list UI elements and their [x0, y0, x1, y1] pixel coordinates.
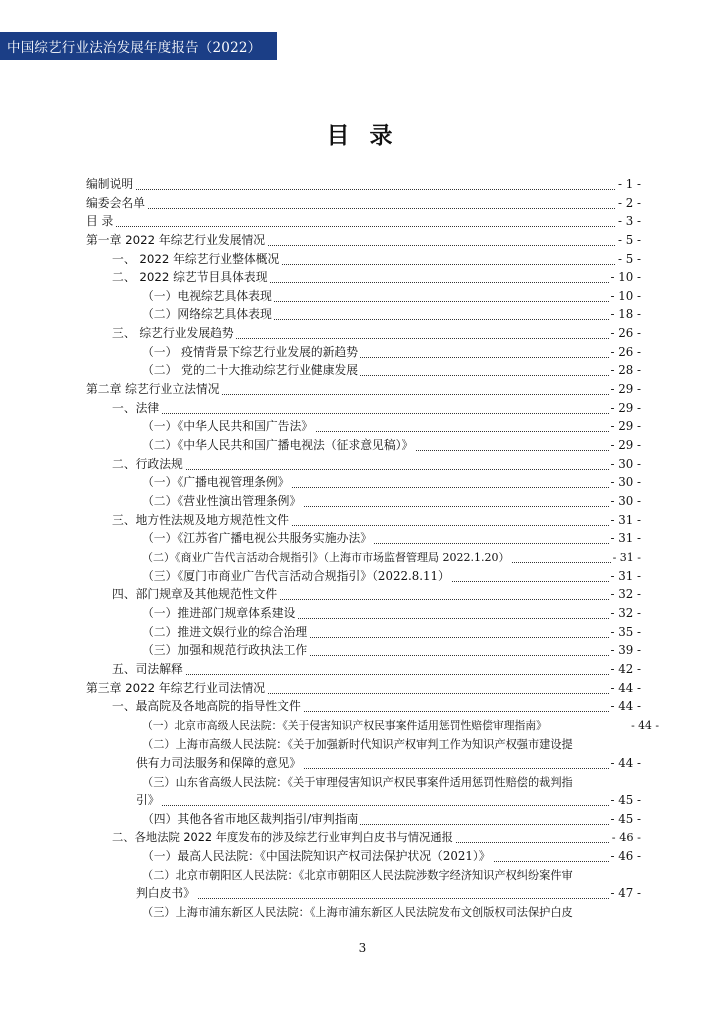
page-title: 目 录 [326, 122, 399, 149]
toc-entry[interactable]: 第二章 综艺行业立法情况 - 29 - [86, 382, 641, 396]
toc-entry[interactable]: 编制说明 - 1 - [86, 177, 641, 191]
toc-entry[interactable]: （四）其他各省市地区裁判指引/审判指南 - 45 - [142, 812, 641, 826]
toc-entry[interactable]: 编委会名单 - 2 - [86, 196, 641, 210]
toc-entry[interactable]: 二、 2022 综艺节目具体表现 - 10 - [112, 270, 641, 284]
toc-entry[interactable]: （三）山东省高级人民法院：《关于审理侵害知识产权民事案件适用惩罚性赔偿的裁判指 [142, 776, 573, 789]
toc-entry[interactable]: （三）上海市浦东新区人民法院：《上海市浦东新区人民法院发布文创版权司法保护白皮 [142, 906, 573, 919]
toc-entry[interactable]: （一）电视综艺具体表现 - 10 - [142, 289, 641, 303]
toc-entry[interactable]: 二、行政法规 - 30 - [112, 457, 641, 471]
toc-entry[interactable]: 目 录 - 3 - [86, 214, 641, 228]
toc-entry[interactable]: （二） 党的二十大推动综艺行业健康发展 - 28 - [142, 363, 641, 377]
header-title: 中国综艺行业法治发展年度报告（2022） [7, 40, 262, 56]
toc-entry[interactable]: （一）推进部门规章体系建设 - 32 - [142, 606, 641, 620]
toc-entry[interactable]: （二）《商业广告代言活动合规指引》（上海市市场监督管理局 2022.1.20） - 31 - [142, 551, 641, 564]
toc-entry[interactable]: （二）网络综艺具体表现 - 18 - [142, 307, 641, 321]
toc-entry[interactable]: 第一章 2022 年综艺行业发展情况 - 5 - [86, 233, 641, 247]
toc-entry[interactable]: 供有力司法服务和保障的意见》 - 44 - [136, 756, 641, 770]
toc-entry[interactable]: （一）最高人民法院：《中国法院知识产权司法保护状况（2021）》 - 46 - [142, 849, 641, 863]
toc-entry[interactable]: 三、地方性法规及地方规范性文件 - 31 - [112, 513, 641, 527]
toc-entry[interactable]: 五、司法解释 - 42 - [112, 662, 641, 676]
toc-entry[interactable]: 三、 综艺行业发展趋势 - 26 - [112, 326, 641, 340]
toc-entry[interactable]: （一）《江苏省广播电视公共服务实施办法》 - 31 - [142, 531, 641, 545]
toc-entry[interactable]: （一）《广播电视管理条例》 - 30 - [142, 475, 641, 489]
toc-entry[interactable]: 第三章 2022 年综艺行业司法情况 - 44 - [86, 681, 641, 695]
page-number: 3 [358, 941, 367, 955]
toc-entry[interactable]: （一）北京市高级人民法院：《关于侵害知识产权民事案件适用惩罚性赔偿审理指南》 - 44 - [142, 719, 659, 732]
toc-entry[interactable]: 一、法律 - 29 - [112, 401, 641, 415]
toc-entry[interactable]: 二、各地法院 2022 年度发布的涉及综艺行业审判白皮书与情况通报 - 46 - [112, 831, 641, 844]
toc-entry[interactable]: （二）《营业性演出管理条例》 - 30 - [142, 494, 641, 508]
toc-entry[interactable]: 一、最高院及各地高院的指导性文件 - 44 - [112, 699, 641, 713]
toc-entry[interactable]: 一、 2022 年综艺行业整体概况 - 5 - [112, 252, 641, 266]
toc-entry[interactable]: （一）《中华人民共和国广告法》 - 29 - [142, 419, 641, 433]
toc-entry[interactable]: （二）推进文娱行业的综合治理 - 35 - [142, 625, 641, 639]
toc-entry[interactable]: （一） 疫情背景下综艺行业发展的新趋势 - 26 - [142, 345, 641, 359]
toc-entry[interactable]: （二）北京市朝阳区人民法院：《北京市朝阳区人民法院涉数字经济知识产权纠纷案件审 [142, 869, 573, 882]
toc-entry[interactable]: （三）加强和规范行政执法工作 - 39 - [142, 643, 641, 657]
toc-entry[interactable]: （二）上海市高级人民法院：《关于加强新时代知识产权审判工作为知识产权强市建设提 [142, 738, 573, 751]
toc-entry[interactable]: 引》 - 45 - [136, 793, 641, 807]
toc-entry[interactable]: （三）《厦门市商业广告代言活动合规指引》（2022.8.11） - 31 - [142, 569, 641, 583]
toc-entry[interactable]: （二）《中华人民共和国广播电视法（征求意见稿）》 - 29 - [142, 438, 641, 452]
toc-entry[interactable]: 判白皮书》 - 47 - [136, 886, 641, 900]
toc-entry[interactable]: 四、部门规章及其他规范性文件 - 32 - [112, 587, 641, 601]
